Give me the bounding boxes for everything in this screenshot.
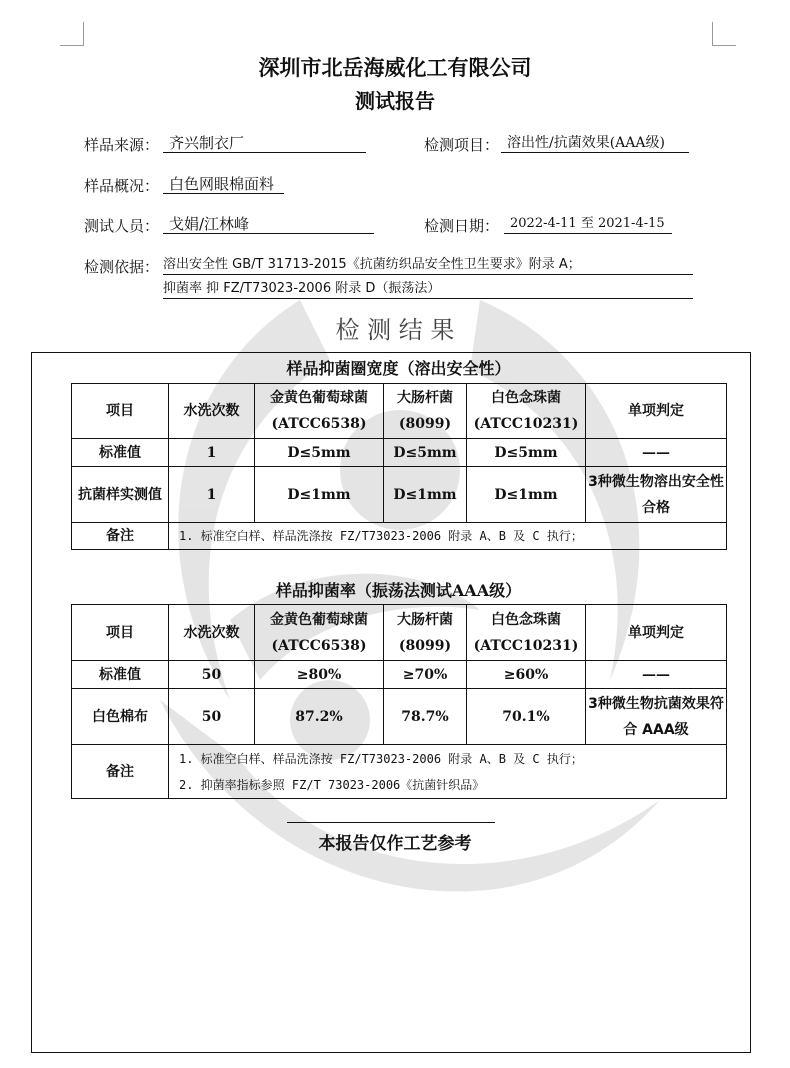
note-label: 备注 xyxy=(72,745,169,799)
note-row xyxy=(72,745,727,799)
table-row xyxy=(72,439,727,467)
table-header-row xyxy=(72,605,727,661)
tester-label: 测试人员： xyxy=(84,217,160,235)
source-label: 样品来源： xyxy=(84,136,160,154)
header-code: (ATCC6538) xyxy=(271,416,367,432)
cell: 50 xyxy=(169,661,255,689)
verdict-cell: 3种微生物溶出安全性合格 xyxy=(586,467,727,523)
header-text: 白色念珠菌 xyxy=(491,611,561,628)
corner-mark xyxy=(712,45,736,46)
table1 xyxy=(71,383,727,550)
note-text: 1. 标准空白样、样品洗涤按 FZ/T73023-2006 附录 A、B 及 C 执行； xyxy=(169,523,727,550)
header-cell: 单项判定 xyxy=(586,384,727,439)
header-cell xyxy=(384,605,467,661)
source-value: 齐兴制衣厂 xyxy=(163,134,366,153)
corner-mark xyxy=(712,22,713,46)
note-cell xyxy=(169,745,727,799)
header-code: (8099) xyxy=(398,416,452,432)
table-row xyxy=(72,661,727,689)
note-row xyxy=(72,523,727,550)
cell: ≥70% xyxy=(384,661,467,689)
company-name: 深圳市北岳海威化工有限公司 xyxy=(258,55,532,80)
cell: —— xyxy=(586,439,727,467)
cell: D≤1mm xyxy=(467,467,586,523)
cell: D≤5mm xyxy=(384,439,467,467)
cell: D≤5mm xyxy=(255,439,384,467)
cell: D≤1mm xyxy=(255,467,384,523)
cell: 87.2% xyxy=(255,689,384,745)
header-text: 白色念珠菌 xyxy=(491,390,561,406)
header-code: (ATCC6538) xyxy=(271,637,367,654)
cell: ≥60% xyxy=(467,661,586,689)
header-text: 金黄色葡萄球菌 xyxy=(270,390,368,406)
header-text: 金黄色葡萄球菌 xyxy=(270,611,368,628)
cell: D≤5mm xyxy=(467,439,586,467)
cell: 70.1% xyxy=(467,689,586,745)
header-cell xyxy=(384,384,467,439)
header-cell xyxy=(255,605,384,661)
date-label: 检测日期： xyxy=(424,217,500,235)
verdict-cell: 3种微生物抗菌效果符合 AAA级 xyxy=(586,689,727,745)
overview-label: 样品概况： xyxy=(84,177,160,195)
header-cell: 项目 xyxy=(72,605,169,661)
note-label: 备注 xyxy=(72,523,169,550)
header-text: 大肠杆菌 xyxy=(397,390,453,406)
basis-label: 检测依据： xyxy=(84,258,160,276)
table-row xyxy=(72,689,727,745)
note-text: 2. 抑菌率指标参照 FZ/T 73023-2006《抗菌针织品》 xyxy=(179,777,485,792)
header-cell: 水洗次数 xyxy=(169,384,255,439)
table2 xyxy=(71,604,727,799)
table-row xyxy=(72,467,727,523)
row-label: 白色棉布 xyxy=(72,689,169,745)
item-value: 溶出性/抗菌效果(AAA级) xyxy=(501,134,689,153)
header-cell: 单项判定 xyxy=(586,605,727,661)
row-label: 标准值 xyxy=(72,661,169,689)
corner-mark xyxy=(60,45,84,46)
cell: —— xyxy=(586,661,727,689)
results-heading: 检 测 结 果 xyxy=(335,316,455,344)
header-text: 大肠杆菌 xyxy=(397,611,453,628)
header-cell xyxy=(467,384,586,439)
cell: 78.7% xyxy=(384,689,467,745)
cell: 1 xyxy=(169,467,255,523)
header-code: (8099) xyxy=(398,637,452,654)
overview-value: 白色网眼棉面料 xyxy=(163,175,284,194)
item-label: 检测项目： xyxy=(424,136,500,154)
corner-mark xyxy=(83,22,84,46)
header-cell: 项目 xyxy=(72,384,169,439)
header-code: (ATCC10231) xyxy=(473,637,579,654)
footer-note: 本报告仅作工艺参考 xyxy=(318,834,472,854)
date-value: 2022-4-11 至 2021-4-15 xyxy=(504,215,672,234)
cell: ≥80% xyxy=(255,661,384,689)
tester-value: 戈娟/江林峰 xyxy=(163,215,374,234)
cell: 1 xyxy=(169,439,255,467)
table2-title: 样品抑菌率（振荡法测试AAA级） xyxy=(275,581,522,600)
cell: 50 xyxy=(169,689,255,745)
cell: D≤1mm xyxy=(384,467,467,523)
footer-divider xyxy=(287,822,495,823)
note-text: 1. 标准空白样、样品洗涤按 FZ/T73023-2006 附录 A、B 及 C 执行； xyxy=(179,751,583,766)
table1-title: 样品抑菌圈宽度（溶出安全性） xyxy=(286,359,511,378)
header-cell xyxy=(467,605,586,661)
basis-line-1: 溶出安全性 GB/T 31713-2015《抗菌纺织品安全性卫生要求》附录 A； xyxy=(163,256,693,275)
report-title: 测试报告 xyxy=(355,89,435,113)
row-label: 标准值 xyxy=(72,439,169,467)
header-code: (ATCC10231) xyxy=(473,416,579,432)
table-header-row xyxy=(72,384,727,439)
header-cell xyxy=(255,384,384,439)
row-label: 抗菌样实测值 xyxy=(72,467,169,523)
basis-line-2: 抑菌率 抑 FZ/T73023-2006 附录 D（振荡法） xyxy=(163,280,693,299)
header-cell: 水洗次数 xyxy=(169,605,255,661)
